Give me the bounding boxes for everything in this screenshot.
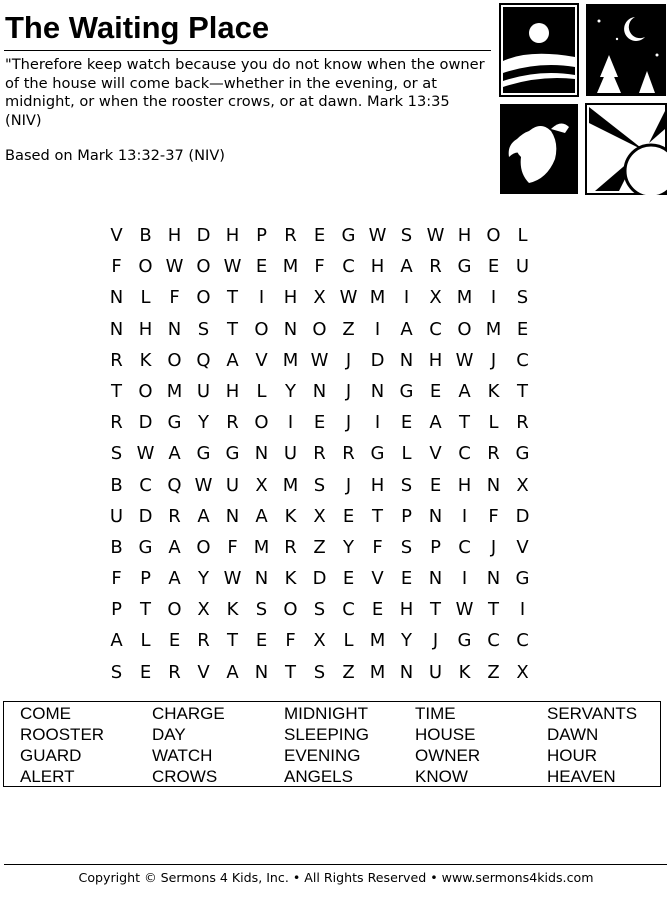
grid-letter: O (283, 599, 298, 621)
grid-row (102, 380, 566, 411)
grid-letter: L (256, 380, 267, 402)
grid-letter: D (370, 349, 385, 371)
grid-letter: T (140, 599, 151, 621)
grid-letter: M (456, 287, 473, 309)
grid-letter: S (313, 474, 326, 496)
grid-letter: R (168, 505, 181, 527)
grid-letter: A (110, 630, 123, 652)
grid-letter: D (196, 225, 211, 246)
grid-letter: M (166, 380, 183, 402)
grid-letter: E (516, 318, 529, 340)
grid-letter: N (312, 380, 327, 402)
word-bank-word: OWNER (415, 746, 481, 765)
grid-letter: E (487, 256, 500, 278)
word-bank-word: ALERT (20, 767, 75, 786)
grid-letter: W (165, 256, 184, 278)
grid-letter: F (111, 256, 122, 278)
grid-letter: T (488, 599, 499, 621)
copyright-footer: Copyright © Sermons 4 Kids, Inc. • All Rights Reserved • www.sermons4kids.com (78, 870, 594, 885)
grid-letter: T (111, 380, 122, 402)
grid-letter: H (457, 225, 472, 246)
word-bank (3, 701, 661, 787)
grid-letter: G (341, 225, 356, 246)
grid-letter: O (167, 599, 182, 621)
grid-letter: F (285, 630, 296, 652)
grid-letter: N (109, 318, 124, 340)
rooster-icon (500, 104, 578, 194)
grid-letter: S (313, 661, 326, 683)
grid-letter: J (490, 536, 497, 558)
grid-letter: T (517, 380, 528, 402)
midnight-moon-trees-icon (586, 4, 666, 96)
grid-letter: A (226, 349, 239, 371)
grid-letter: H (428, 349, 443, 371)
grid-letter: H (457, 474, 472, 496)
grid-letter: G (167, 412, 182, 434)
grid-letter: V (255, 349, 268, 371)
grid-letter: E (168, 630, 181, 652)
word-bank-word: KNOW (415, 767, 468, 786)
word-bank-word: DAWN (547, 725, 599, 744)
grid-letter: X (429, 287, 442, 309)
grid-letter: R (168, 661, 181, 683)
grid-letter: S (197, 318, 210, 340)
grid-letter: D (312, 568, 327, 590)
grid-letter: L (488, 412, 499, 434)
grid-letter: A (400, 256, 413, 278)
grid-letter: G (225, 443, 240, 465)
grid-letter: K (284, 505, 297, 527)
grid-letter: I (490, 287, 497, 309)
dawn-sun-icon (586, 104, 667, 195)
grid-letter: I (287, 412, 294, 434)
grid-letter: I (374, 412, 381, 434)
grid-letter: F (488, 505, 499, 527)
grid-letter: Q (167, 474, 182, 496)
grid-letter: N (254, 443, 269, 465)
grid-letter: L (401, 443, 412, 465)
grid-letter: E (400, 568, 413, 590)
grid-letter: A (429, 412, 442, 434)
grid-letter: C (487, 630, 500, 652)
grid-letter: D (138, 505, 153, 527)
evening-landscape-icon (500, 4, 578, 96)
word-search-grid (102, 224, 566, 692)
grid-letter: K (226, 599, 239, 621)
grid-letter: E (255, 256, 268, 278)
grid-letter: N (486, 568, 501, 590)
grid-letter: J (345, 412, 352, 434)
grid-letter: B (110, 474, 123, 496)
word-bank-word: GUARD (20, 746, 82, 765)
grid-letter: R (429, 256, 442, 278)
grid-letter: W (455, 599, 474, 621)
grid-letter: U (109, 505, 124, 527)
word-bank-word: TIME (415, 704, 456, 723)
grid-letter: M (485, 318, 502, 340)
grid-letter: Z (342, 318, 355, 340)
grid-letter: T (227, 318, 238, 340)
grid-letter: W (426, 225, 445, 246)
grid-letter: A (400, 318, 413, 340)
grid-letter: D (138, 412, 153, 434)
grid-letter: W (368, 225, 387, 246)
scripture-verse: "Therefore keep watch because you do not know when the owner of the house will come back—whether in the evening, or at midnight, or when the rooster crows, or at dawn. Mark 13:35 (NIV) (5, 56, 485, 129)
grid-letter: U (283, 443, 298, 465)
grid-letter: C (516, 630, 529, 652)
grid-letter: J (345, 474, 352, 496)
grid-row (102, 536, 566, 567)
word-bank-word: SERVANTS (547, 704, 638, 723)
grid-letter: H (283, 287, 298, 309)
grid-letter: X (255, 474, 268, 496)
grid-letter: S (516, 287, 529, 309)
grid-letter: S (400, 536, 413, 558)
grid-letter: H (399, 599, 414, 621)
grid-row (102, 598, 566, 629)
grid-letter: X (516, 661, 529, 683)
grid-letter: R (487, 443, 500, 465)
grid-letter: N (283, 318, 298, 340)
grid-letter: K (139, 349, 152, 371)
grid-row (102, 286, 566, 317)
grid-letter: U (428, 661, 443, 683)
grid-letter: H (225, 380, 240, 402)
grid-letter: S (255, 599, 268, 621)
grid-letter: N (254, 568, 269, 590)
grid-row (102, 661, 566, 692)
grid-letter: R (313, 443, 326, 465)
grid-letter: N (109, 287, 124, 309)
grid-letter: R (342, 443, 355, 465)
grid-letter: U (225, 474, 240, 496)
grid-letter: K (284, 568, 297, 590)
grid-letter: L (343, 630, 354, 652)
grid-letter: X (313, 287, 326, 309)
grid-letter: M (253, 536, 270, 558)
grid-letter: E (342, 568, 355, 590)
grid-letter: A (168, 443, 181, 465)
word-bank-word: MIDNIGHT (284, 704, 369, 723)
grid-letter: X (313, 630, 326, 652)
grid-letter: R (226, 412, 239, 434)
grid-letter: X (516, 474, 529, 496)
grid-letter: V (516, 536, 529, 558)
grid-letter: W (223, 568, 242, 590)
grid-letter: G (457, 256, 472, 278)
grid-row (102, 629, 566, 660)
grid-letter: A (226, 661, 239, 683)
grid-letter: G (196, 443, 211, 465)
word-bank-word: ANGELS (284, 767, 353, 786)
grid-letter: T (285, 661, 296, 683)
grid-letter: F (314, 256, 325, 278)
footer-divider (4, 864, 667, 865)
grid-letter: S (400, 225, 413, 246)
grid-letter: G (515, 568, 530, 590)
title-divider (4, 50, 491, 51)
grid-letter: O (254, 318, 269, 340)
grid-letter: T (227, 287, 238, 309)
word-bank-word: DAY (152, 725, 186, 744)
grid-letter: M (282, 474, 299, 496)
grid-letter: R (110, 349, 123, 371)
grid-letter: R (110, 412, 123, 434)
grid-letter: N (486, 474, 501, 496)
grid-letter: S (400, 474, 413, 496)
grid-letter: M (369, 287, 386, 309)
grid-letter: J (490, 349, 497, 371)
grid-letter: N (399, 661, 414, 683)
grid-letter: Z (342, 661, 355, 683)
grid-letter: O (138, 380, 153, 402)
grid-letter: H (225, 225, 240, 246)
grid-letter: C (516, 349, 529, 371)
page-title: The Waiting Place (5, 10, 270, 45)
word-bank-word: HEAVEN (547, 767, 616, 786)
grid-letter: B (139, 225, 152, 246)
grid-row (102, 505, 566, 536)
grid-letter: I (403, 287, 410, 309)
grid-letter: E (429, 474, 442, 496)
grid-letter: G (399, 380, 414, 402)
grid-letter: S (313, 599, 326, 621)
grid-letter: B (110, 536, 123, 558)
grid-letter: G (515, 443, 530, 465)
grid-letter: C (342, 256, 355, 278)
grid-row (102, 349, 566, 380)
word-bank-word: CROWS (152, 767, 218, 786)
grid-letter: V (197, 661, 210, 683)
watch-illustration (499, 3, 667, 195)
grid-letter: Y (343, 536, 354, 558)
grid-letter: C (429, 318, 442, 340)
grid-letter: J (432, 630, 439, 652)
grid-letter: C (139, 474, 152, 496)
grid-letter: E (313, 412, 326, 434)
grid-letter: E (139, 661, 152, 683)
word-bank-row (4, 745, 660, 766)
grid-letter: O (196, 256, 211, 278)
grid-letter: Q (196, 349, 211, 371)
grid-row (102, 224, 566, 255)
grid-letter: T (227, 630, 238, 652)
grid-letter: A (168, 536, 181, 558)
grid-letter: O (254, 412, 269, 434)
grid-letter: Z (313, 536, 326, 558)
grid-letter: I (461, 568, 468, 590)
grid-letter: N (225, 505, 240, 527)
grid-letter: F (372, 536, 383, 558)
grid-letter: O (457, 318, 472, 340)
grid-letter: E (371, 599, 384, 621)
grid-letter: O (312, 318, 327, 340)
grid-letter: C (458, 536, 471, 558)
grid-letter: C (458, 443, 471, 465)
grid-letter: P (111, 599, 122, 621)
word-bank-word: CHARGE (152, 704, 225, 723)
word-bank-row (4, 766, 660, 787)
grid-letter: V (429, 443, 442, 465)
grid-letter: M (369, 630, 386, 652)
grid-letter: V (371, 568, 384, 590)
word-bank-word: WATCH (152, 746, 213, 765)
grid-letter: Z (487, 661, 500, 683)
grid-letter: N (428, 505, 443, 527)
grid-letter: D (515, 505, 530, 527)
grid-letter: R (284, 225, 297, 246)
grid-letter: G (138, 536, 153, 558)
grid-letter: N (167, 318, 182, 340)
grid-letter: I (258, 287, 265, 309)
grid-letter: A (255, 505, 268, 527)
grid-letter: C (342, 599, 355, 621)
grid-letter: A (458, 380, 471, 402)
grid-letter: F (111, 568, 122, 590)
grid-letter: W (136, 443, 155, 465)
grid-letter: F (227, 536, 238, 558)
word-bank-word: HOUR (547, 746, 598, 765)
word-bank-word: ROOSTER (20, 725, 105, 744)
word-bank-word: COME (20, 704, 71, 723)
grid-letter: W (223, 256, 242, 278)
grid-letter: W (310, 349, 329, 371)
grid-letter: M (282, 256, 299, 278)
grid-row (102, 411, 566, 442)
grid-letter: L (517, 225, 528, 246)
word-bank-row (4, 724, 660, 745)
grid-letter: H (167, 225, 182, 246)
grid-letter: M (282, 349, 299, 371)
grid-letter: P (401, 505, 412, 527)
grid-letter: H (370, 256, 385, 278)
grid-letter: E (342, 505, 355, 527)
grid-letter: U (515, 256, 530, 278)
grid-letter: N (254, 661, 269, 683)
grid-letter: V (110, 225, 123, 246)
grid-letter: S (110, 443, 123, 465)
grid-letter: T (430, 599, 441, 621)
grid-letter: U (196, 380, 211, 402)
grid-letter: E (429, 380, 442, 402)
grid-letter: H (138, 318, 153, 340)
grid-letter: E (313, 225, 326, 246)
grid-letter: A (168, 568, 181, 590)
grid-letter: G (457, 630, 472, 652)
grid-letter: P (256, 225, 267, 246)
grid-letter: J (345, 380, 352, 402)
grid-letter: O (486, 225, 501, 246)
scripture-reference: Based on Mark 13:32-37 (NIV) (5, 147, 226, 164)
grid-letter: L (140, 630, 151, 652)
grid-letter: E (400, 412, 413, 434)
grid-letter: I (374, 318, 381, 340)
grid-letter: X (313, 505, 326, 527)
grid-letter: E (255, 630, 268, 652)
grid-letter: J (345, 349, 352, 371)
grid-letter: O (196, 287, 211, 309)
grid-letter: K (458, 661, 471, 683)
grid-letter: R (516, 412, 529, 434)
grid-letter: Y (285, 380, 296, 402)
grid-letter: G (370, 443, 385, 465)
grid-letter: O (196, 536, 211, 558)
grid-letter: H (370, 474, 385, 496)
grid-letter: I (519, 599, 526, 621)
grid-letter: M (369, 661, 386, 683)
grid-letter: I (461, 505, 468, 527)
grid-letter: W (194, 474, 213, 496)
word-bank-word: EVENING (284, 746, 361, 765)
word-bank-row (4, 703, 660, 724)
grid-letter: K (487, 380, 500, 402)
grid-letter: R (197, 630, 210, 652)
grid-letter: S (110, 661, 123, 683)
grid-letter: W (339, 287, 358, 309)
grid-letter: X (197, 599, 210, 621)
grid-row (102, 474, 566, 505)
grid-letter: N (370, 380, 385, 402)
word-bank-word: SLEEPING (284, 725, 370, 744)
grid-letter: L (140, 287, 151, 309)
grid-letter: P (430, 536, 441, 558)
grid-letter: N (399, 349, 414, 371)
grid-letter: T (372, 505, 383, 527)
grid-letter: O (167, 349, 182, 371)
grid-letter: Y (198, 412, 209, 434)
grid-letter: N (428, 568, 443, 590)
grid-letter: R (284, 536, 297, 558)
grid-letter: P (140, 568, 151, 590)
grid-letter: O (138, 256, 153, 278)
grid-row (102, 442, 566, 473)
grid-letter: A (197, 505, 210, 527)
grid-row (102, 318, 566, 349)
grid-letter: W (455, 349, 474, 371)
grid-letter: Y (198, 568, 209, 590)
grid-letter: Y (401, 630, 412, 652)
grid-row (102, 255, 566, 286)
word-bank-word: HOUSE (415, 725, 476, 744)
grid-letter: T (459, 412, 470, 434)
grid-letter: F (169, 287, 180, 309)
grid-row (102, 567, 566, 598)
